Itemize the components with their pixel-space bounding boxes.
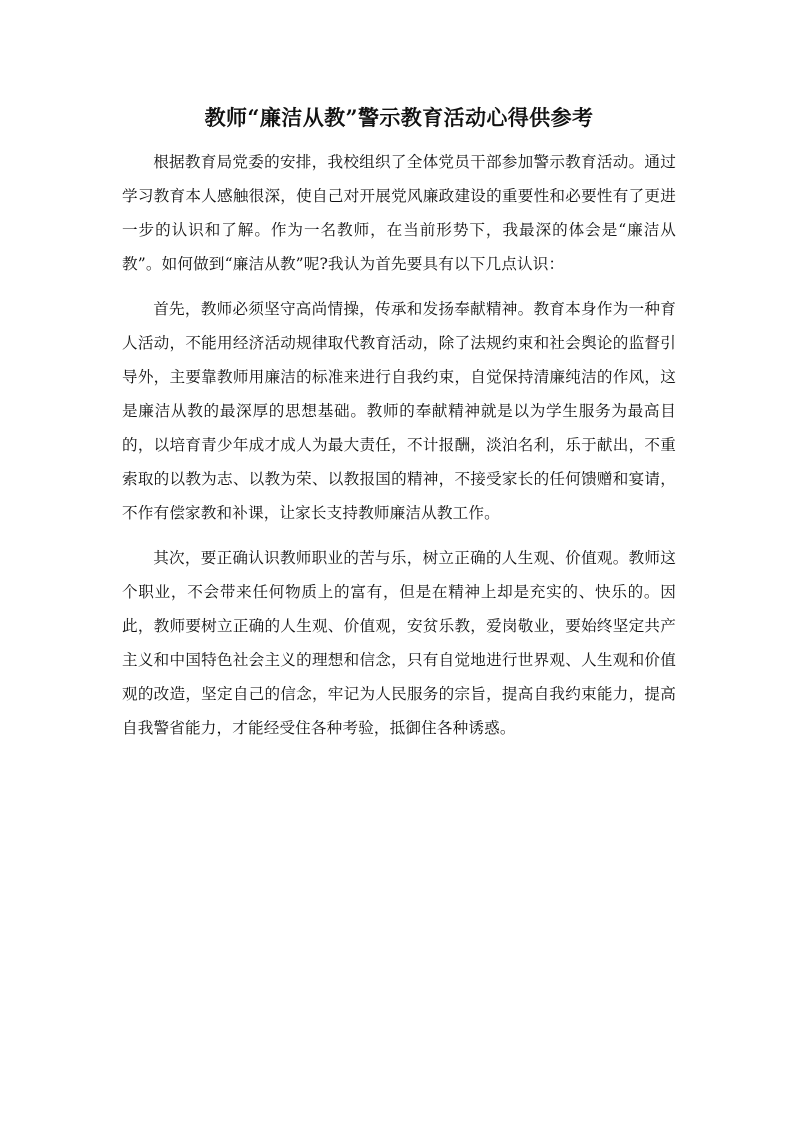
paragraph-second-point: 其次，要正确认识教师职业的苦与乐，树立正确的人生观、价值观。教师这个职业，不会带来任何物质上的富有，但是在精神上却是充实的、快乐的。因此，教师要树立正确的人生观、价值观，安贫乐教，爱岗敬业，要始终坚定共产主义和中国特色社会主义的理想和信念，只有自觉地进行世界观、人生观和价值观的改造，坚定自己的信念，牢记为人民服务的宗旨，提高自我约束能力，提高自我警省能力，才能经受住各种考验，抵御住各种诱惑。 (122, 549, 676, 737)
document-body (122, 145, 676, 745)
document-title: 教师“廉洁从教”警示教育活动心得供参考 (204, 105, 594, 130)
paragraph-first-point: 首先，教师必须坚守高尚情操，传承和发扬奉献精神。教育本身作为一种育人活动，不能用经济活动规律取代教育活动，除了法规约束和社会舆论的监督引导外，主要靠教师用廉洁的标准来进行自我约束，自觉保持清廉纯洁的作风，这是廉洁从教的最深厚的思想基础。教师的奉献精神就是以为学生服务为最高目的，以培育青少年成才成人为最大责任，不计报酬，淡泊名利，乐于献出，不重索取的以教为志、以教为荣、以教报国的精神，不接受家长的任何馈赠和宴请，不作有偿家教和补课，让家长支持教师廉洁从教工作。 (122, 300, 676, 522)
paragraph-intro: 根据教育局党委的安排，我校组织了全体党员干部参加警示教育活动。通过学习教育本人感触很深，使自己对开展党风廉政建设的重要性和必要性有了更进一步的认识和了解。作为一名教师，在当前形势下，我最深的体会是“廉洁从教”。如何做到“廉洁从教”呢?我认为首先要具有以下几点认识： (122, 153, 676, 273)
